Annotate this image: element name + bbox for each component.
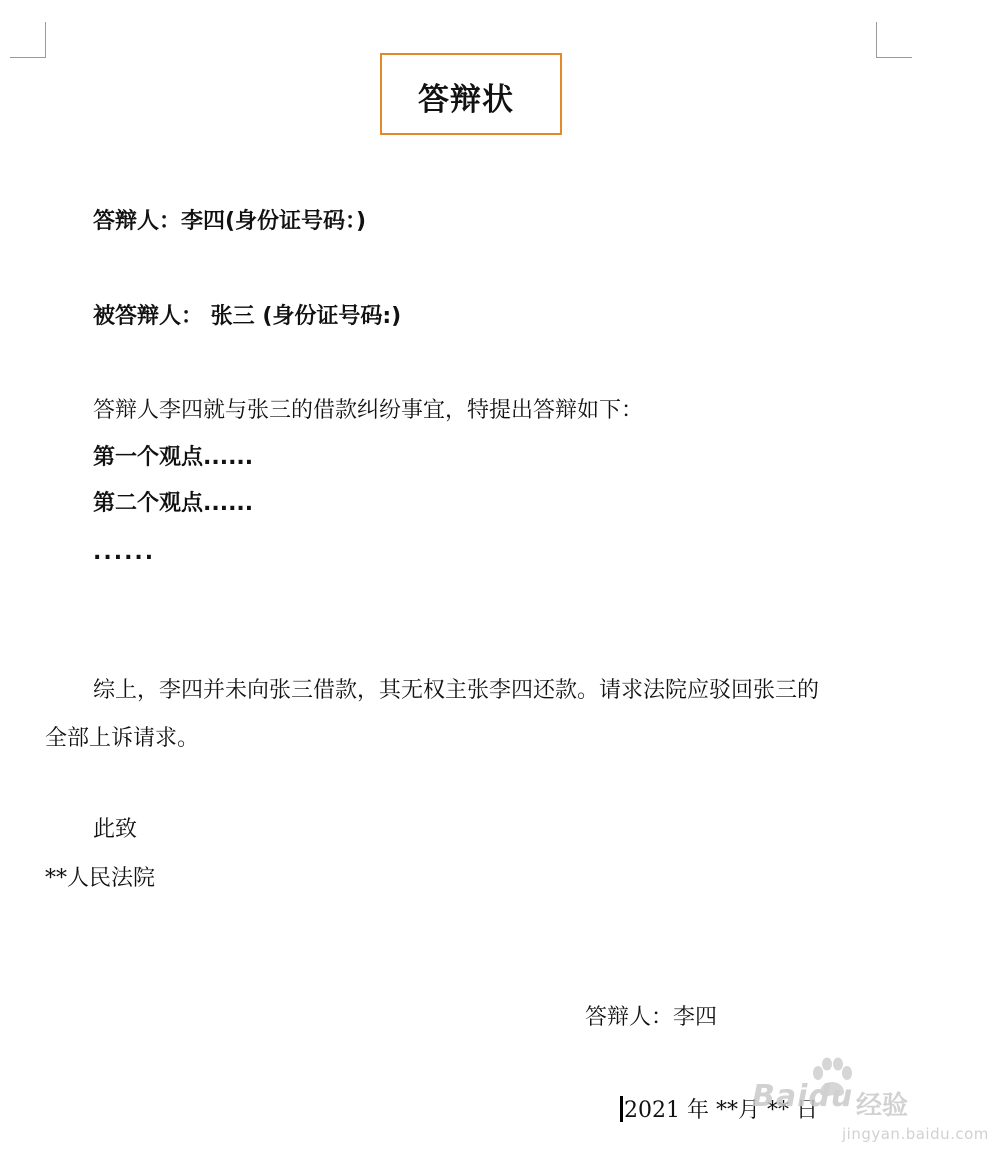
crop-mark-top-right bbox=[876, 22, 912, 58]
date-text: 2021 年 **月 ** 日 bbox=[624, 1098, 818, 1123]
intro-paragraph: 答辩人李四就与张三的借款纠纷事宜，特提出答辩如下： bbox=[93, 398, 644, 423]
title-text-box[interactable] bbox=[380, 53, 562, 135]
watermark-url: jingyan.baidu.com bbox=[842, 1125, 989, 1143]
ellipsis-line: ...... bbox=[93, 540, 156, 565]
point-one: 第一个观点...... bbox=[93, 445, 254, 470]
court-name: **人民法院 bbox=[45, 866, 156, 891]
summary-line-1: 综上，李四并未向张三借款，其无权主张李四还款。请求法院应驳回张三的 bbox=[93, 678, 820, 703]
document-title: 答辩状 bbox=[418, 81, 514, 118]
summary-line-2: 全部上诉请求。 bbox=[45, 726, 200, 751]
defendant-line: 答辩人：李四(身份证号码：) bbox=[93, 209, 367, 234]
watermark-brand: Baidu bbox=[752, 1079, 854, 1114]
greeting: 此致 bbox=[93, 817, 138, 842]
signature-line: 答辩人：李四 bbox=[585, 1005, 718, 1030]
watermark-subtitle: 经验 bbox=[856, 1091, 909, 1121]
point-two: 第二个观点...... bbox=[93, 491, 254, 516]
baidu-jingyan-watermark bbox=[752, 1055, 989, 1163]
crop-mark-top-left bbox=[10, 22, 46, 58]
plaintiff-line: 被答辩人： 张三 (身份证号码:) bbox=[93, 304, 402, 329]
text-cursor bbox=[620, 1096, 623, 1122]
